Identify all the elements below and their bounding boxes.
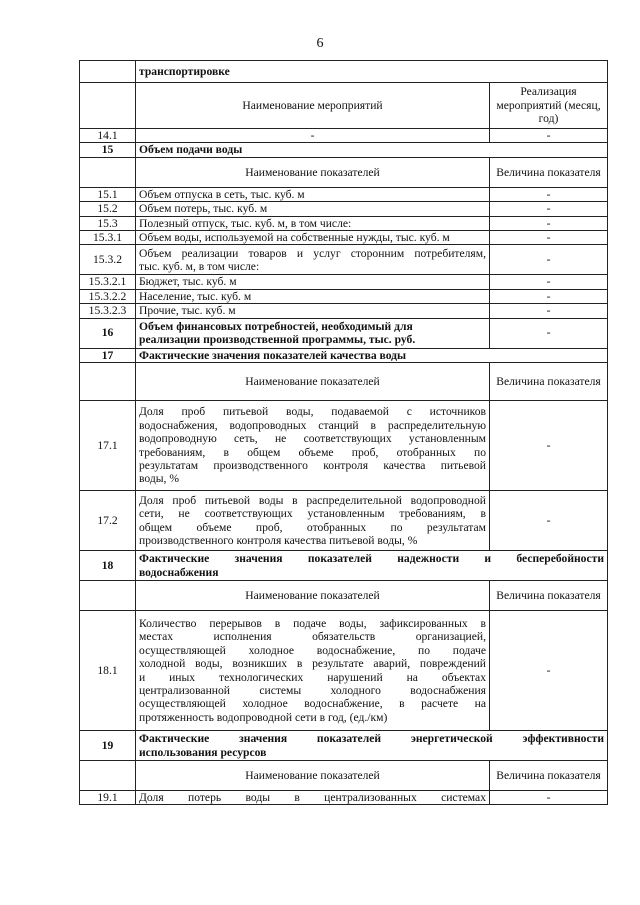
row-text (136, 245, 490, 275)
text-line: централизованной системы холодного водоснабжения (139, 683, 486, 697)
row-number: 14.1 (80, 129, 136, 143)
table-row (80, 143, 608, 157)
text-line: воды, % (139, 472, 180, 486)
column-header-name: Наименование показателей (136, 581, 490, 611)
row-text: Бюджет, тыс. куб. м (136, 275, 490, 289)
table-row (80, 187, 608, 201)
column-header-events: Наименование мероприятий (136, 83, 490, 129)
table-row (80, 304, 608, 318)
table-row (80, 231, 608, 245)
row-text: Полезный отпуск, тыс. куб. м, в том числе: (136, 216, 490, 230)
text-line: сети, не соответствующих установленным требованиям, в (139, 507, 486, 521)
row-text: - (136, 129, 490, 143)
section-title (136, 551, 608, 581)
text-line: осуществляющей холодное водоснабжение, в расчете на (139, 697, 486, 711)
text-line: общем объеме проб, отобранных по результатам (139, 520, 486, 534)
table-row (80, 202, 608, 216)
column-header-name: Наименование показателей (136, 363, 490, 401)
column-header-value: Величина показателя (490, 157, 608, 187)
table-row (80, 611, 608, 731)
row-text: Население, тыс. куб. м (136, 289, 490, 303)
row-text (136, 401, 490, 491)
text-line: Объем реализации товаров и услуг сторонним потребителям, (139, 246, 486, 260)
row-number: 18.1 (80, 611, 136, 731)
table-row (80, 761, 608, 791)
text-line: использования ресурсов (139, 745, 267, 759)
row-value: - (490, 401, 608, 491)
row-value: - (490, 611, 608, 731)
column-header-value: Величина показателя (490, 761, 608, 791)
text-line: местах исполнения обязательств организацией, (139, 630, 486, 644)
section-title (136, 731, 608, 761)
table-row (80, 551, 608, 581)
section-title (136, 318, 490, 348)
row-text: Доля потерь воды в централизованных системах (136, 791, 490, 805)
table-row (80, 245, 608, 275)
text-line: водопроводную сеть, не соответствующих установленным (139, 432, 486, 446)
table-row (80, 581, 608, 611)
column-header-events-value: Реализация мероприятий (месяц, год) (490, 83, 608, 129)
table-row (80, 791, 608, 805)
text-line: Доля проб питьевой воды, подаваемой с источников (139, 405, 486, 419)
column-header-value: Величина показателя (490, 581, 608, 611)
table-row (80, 318, 608, 348)
section-title: Объем подачи воды (136, 143, 608, 157)
row-value: - (490, 216, 608, 230)
row-value: - (490, 187, 608, 201)
text-line: требованиям, в общем объеме проб, отобранных по (139, 445, 486, 459)
row-number: 17.1 (80, 401, 136, 491)
table-row (80, 129, 608, 143)
row-number (80, 61, 136, 83)
table-row (80, 83, 608, 129)
text-line: производственного контроля качества питьевой воды, % (139, 533, 418, 547)
text-line: Фактические значения показателей энергетической эффективности (139, 732, 604, 746)
section-number: 16 (80, 318, 136, 348)
row-number (80, 83, 136, 129)
text-line: Фактические значения показателей надежности и бесперебойности (139, 552, 604, 566)
row-value: - (490, 289, 608, 303)
text-line: тыс. куб. м, в том числе: (139, 259, 260, 273)
text-line: водоснабжения (139, 565, 219, 579)
text-line: водоснабжения, водопроводных станций в распределительную (139, 418, 486, 432)
row-number: 15.3 (80, 216, 136, 230)
column-header-name: Наименование показателей (136, 761, 490, 791)
text-line: холодной воды, возникших в результате аварий, повреждений (139, 657, 486, 671)
column-header-name: Наименование показателей (136, 157, 490, 187)
section-number: 17 (80, 348, 136, 362)
table-row (80, 289, 608, 303)
row-number (80, 761, 136, 791)
text-line: протяженность водопроводной сети в год, (ед./км) (139, 710, 388, 724)
table-row (80, 61, 608, 83)
row-text (136, 611, 490, 731)
row-text: Объем отпуска в сеть, тыс. куб. м (136, 187, 490, 201)
row-number: 19.1 (80, 791, 136, 805)
section-number: 15 (80, 143, 136, 157)
row-value: - (490, 202, 608, 216)
table-row (80, 401, 608, 491)
row-value: - (490, 791, 608, 805)
row-value: - (490, 245, 608, 275)
row-number: 17.2 (80, 491, 136, 551)
row-value: - (490, 129, 608, 143)
table-row (80, 275, 608, 289)
row-value: - (490, 304, 608, 318)
text-line: реализации производственной программы, тыс. руб. (139, 333, 416, 347)
text-line: Объем финансовых потребностей, необходимый для (139, 319, 413, 333)
row-text (136, 491, 490, 551)
section-number: 18 (80, 551, 136, 581)
row-number (80, 363, 136, 401)
row-text: Объем потерь, тыс. куб. м (136, 202, 490, 216)
text-line: результатам производственного контроля качества питьевой (139, 458, 486, 472)
row-number: 15.3.2.1 (80, 275, 136, 289)
table-row (80, 363, 608, 401)
row-number: 15.3.2 (80, 245, 136, 275)
row-number: 15.3.1 (80, 231, 136, 245)
table-row (80, 731, 608, 761)
column-header-value: Величина показателя (490, 363, 608, 401)
row-value: - (490, 231, 608, 245)
section-number: 19 (80, 731, 136, 761)
text-line: и иных технологических нарушений на объектах (139, 670, 486, 684)
row-number: 15.2 (80, 202, 136, 216)
row-number: 15.3.2.2 (80, 289, 136, 303)
indicators-table (79, 60, 608, 805)
row-value: - (490, 491, 608, 551)
row-number: 15.3.2.3 (80, 304, 136, 318)
text-line: осуществляющей холодное водоснабжение, по подаче (139, 643, 486, 657)
row-text: Объем воды, используемой на собственные нужды, тыс. куб. м (136, 231, 490, 245)
section-title: Фактические значения показателей качества воды (136, 348, 608, 362)
row-text: Прочие, тыс. куб. м (136, 304, 490, 318)
text-line: Доля проб питьевой воды в распределительной водопроводной (139, 493, 486, 507)
section-title: транспортировке (136, 61, 608, 83)
page-number: 6 (316, 36, 324, 51)
row-number (80, 581, 136, 611)
table-row (80, 348, 608, 362)
text-line: Количество перерывов в подаче воды, зафиксированных в (139, 616, 486, 630)
row-value: - (490, 275, 608, 289)
table-row (80, 491, 608, 551)
table-row (80, 216, 608, 230)
row-number (80, 157, 136, 187)
row-number: 15.1 (80, 187, 136, 201)
table-row (80, 157, 608, 187)
row-value: - (490, 318, 608, 348)
